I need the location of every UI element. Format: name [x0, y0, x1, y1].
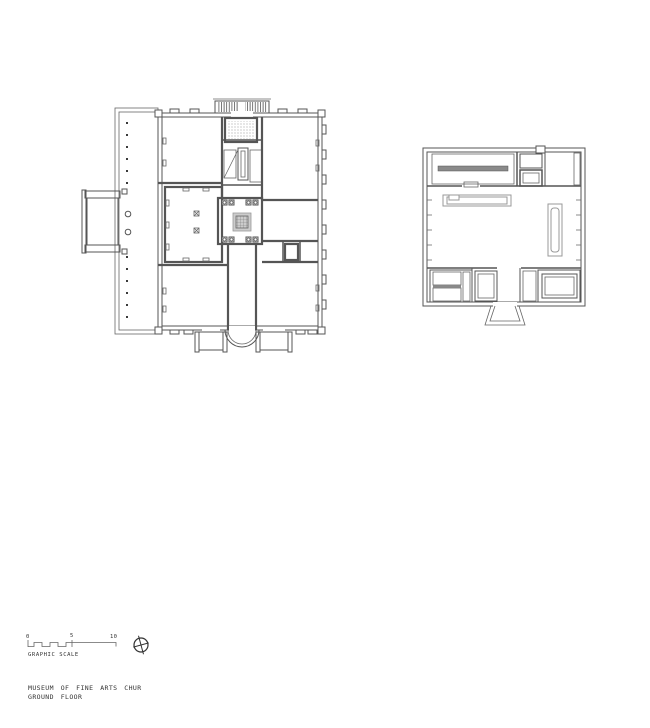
extension-bottom-room-mid: [523, 271, 536, 301]
scale-tick-5: 5: [70, 633, 74, 639]
extension-bottom-room-right: [538, 270, 580, 302]
villa-south-portico-left: [195, 327, 227, 352]
mosaic-floor: [233, 213, 251, 231]
extension-bottom-stair: [430, 270, 472, 302]
extension-bottom-room-small: [475, 271, 497, 301]
villa-west-veranda: [115, 108, 158, 334]
extension-entrance-ramp: [485, 302, 525, 325]
villa-south-apse: [225, 326, 259, 347]
north-arrow-icon: [133, 636, 148, 654]
extension-plan: [423, 146, 585, 325]
villa-west-portico-stair: [82, 190, 120, 253]
extension-floor-slot-horizontal: [443, 195, 511, 206]
scale-tick-0: 0: [26, 634, 30, 640]
drawing-subtitle: GROUND FLOOR: [28, 693, 83, 701]
scale-tick-10: 10: [110, 634, 118, 640]
drawing-title: MUSEUM OF FINE ARTS CHUR: [28, 684, 142, 692]
extension-floor-slot-vertical: [548, 204, 562, 256]
villa-plan: [82, 99, 326, 352]
extension-top-stair: [427, 152, 581, 189]
veranda-column-dots: [126, 122, 128, 318]
villa-south-portico-right: [256, 327, 292, 352]
title-block: [28, 684, 142, 701]
graphic-scale-label: GRAPHIC SCALE: [28, 652, 79, 658]
extension-bottom-band: [427, 265, 581, 302]
villa-vestibule: [225, 118, 257, 142]
graphic-scale-bar: [26, 633, 117, 658]
